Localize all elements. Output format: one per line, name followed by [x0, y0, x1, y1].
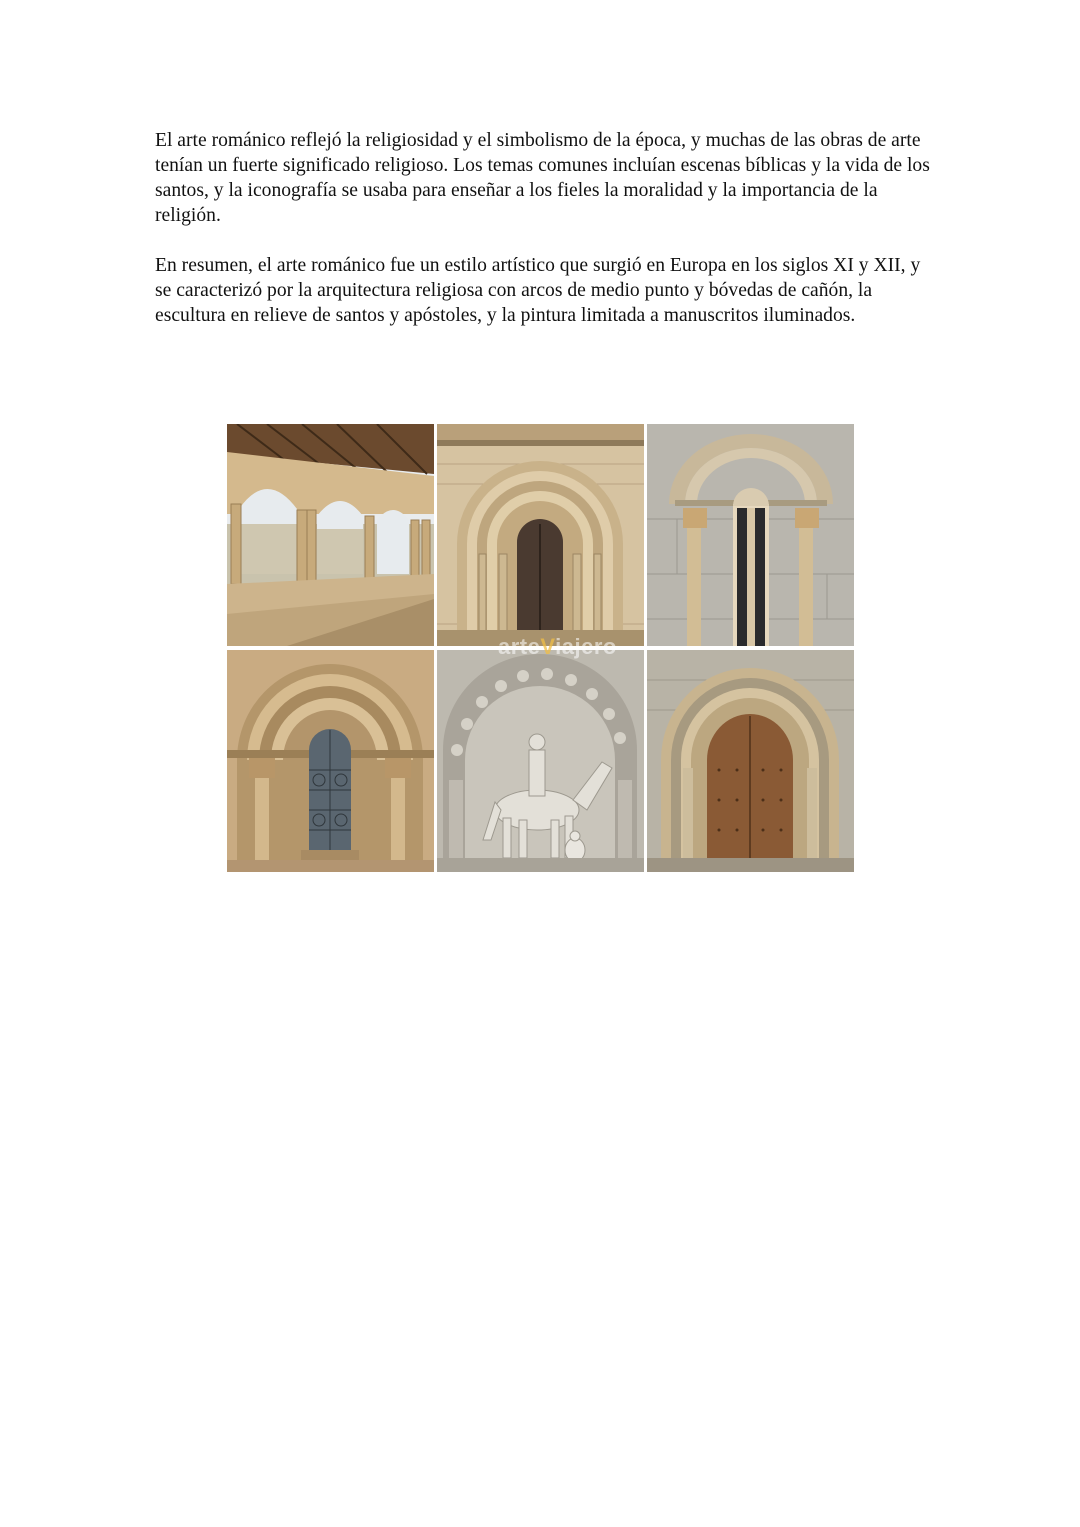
watermark-text-end: iajero — [555, 634, 617, 659]
document-body — [155, 128, 935, 328]
photo-cloister-arcade — [227, 424, 434, 646]
paragraph-2: En resumen, el arte románico fue un estilo artístico que surgió en Europa en los siglos XI y XII, y se caracterizó por la arquitectura religiosa con arcos de medio punto y bóvedas de cañón, la escultura en relieve de santos y apóstoles, y la pintura limitada a manuscritos iluminados. — [155, 255, 921, 326]
watermark-text-start: arte — [498, 634, 541, 659]
romanesque-photo-collage — [227, 424, 854, 872]
photo-portal-dark-door — [437, 424, 644, 646]
photo-portal-wooden-door — [647, 650, 854, 872]
photo-narrow-window — [647, 424, 854, 646]
paragraph-1: El arte románico reflejó la religiosidad y el simbolismo de la época, y muchas de las obras de arte tenían un fuerte significado religioso. Los temas comunes incluían escenas bíblicas y la vida de los santos, y la iconografía se usaba para enseñar a los fieles la moralidad y la importancia de la religión. — [155, 130, 930, 226]
photo-stained-glass-window — [227, 650, 434, 872]
watermark-heart-v: V — [540, 634, 556, 659]
photo-tympanum-horseman — [437, 650, 644, 872]
